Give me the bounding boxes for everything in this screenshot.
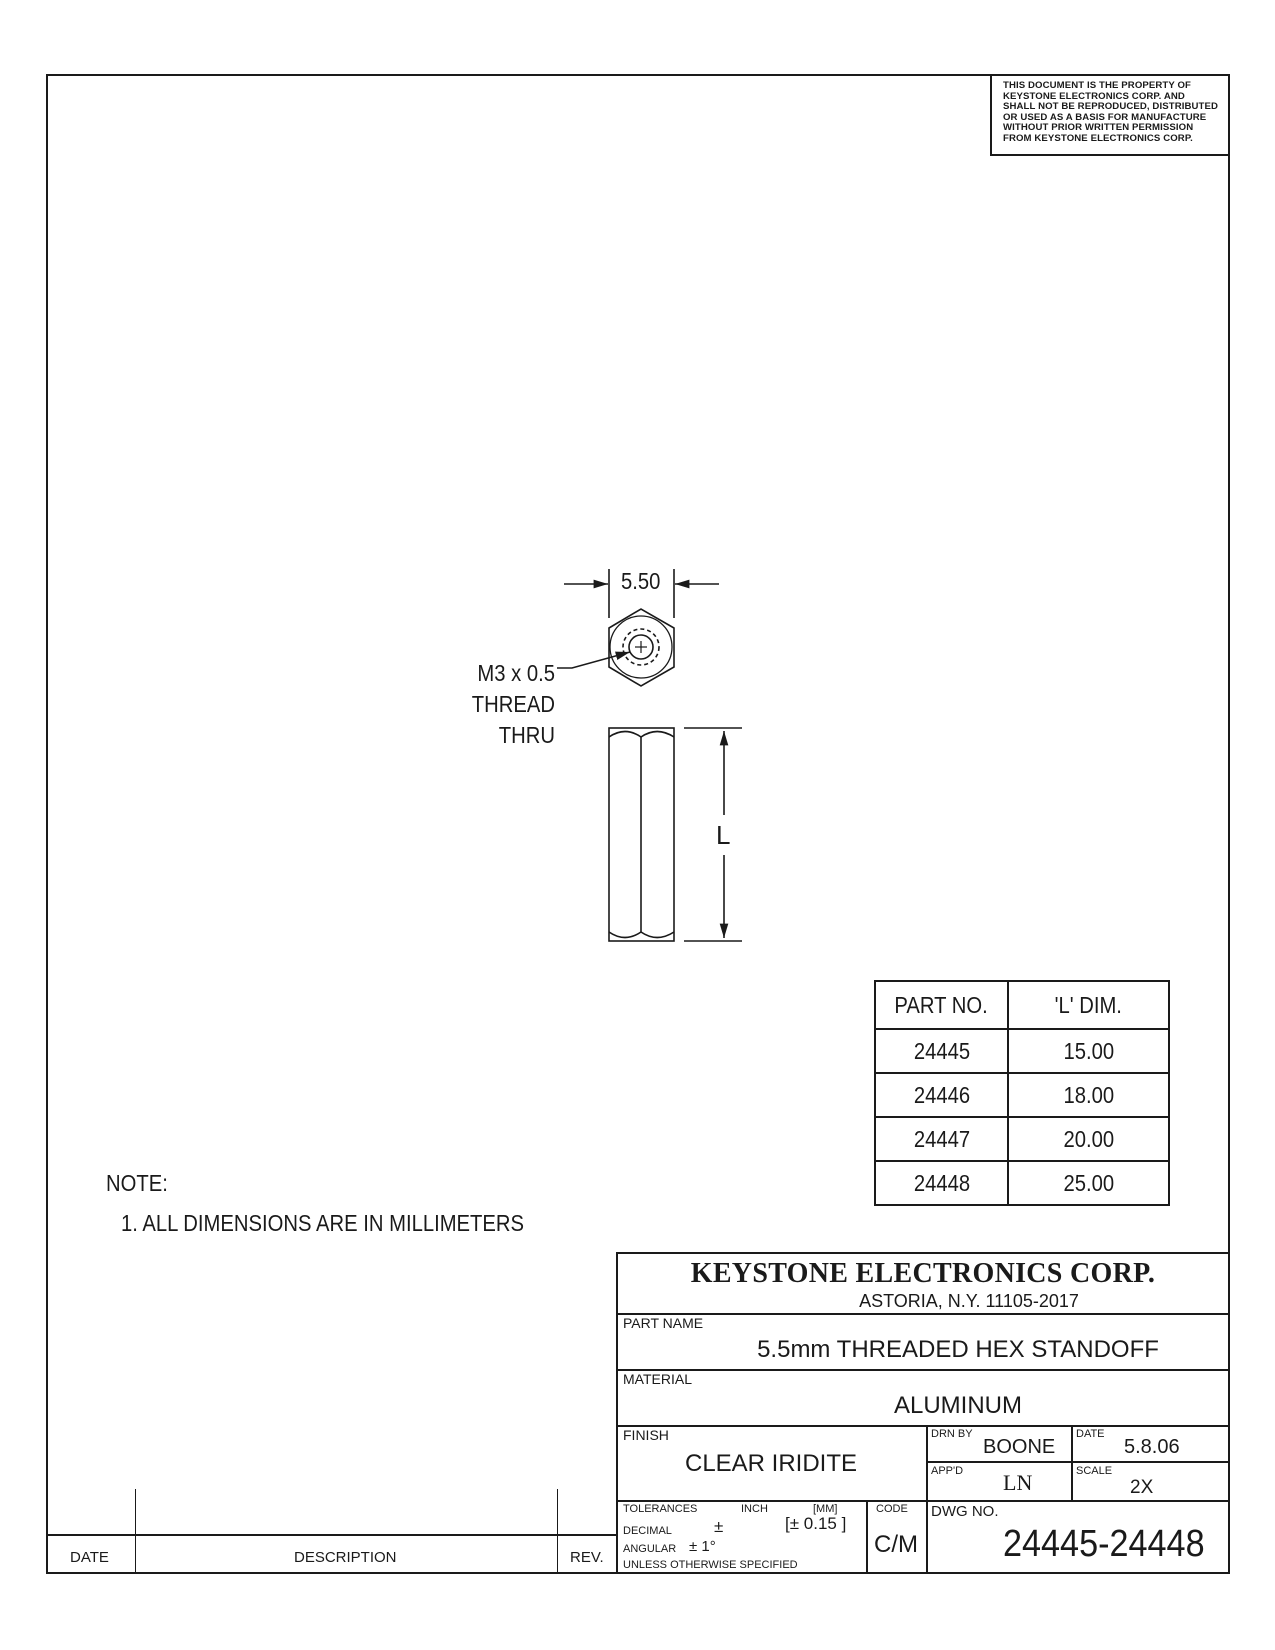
parts-table — [874, 980, 1170, 1206]
notice-line: WITHOUT PRIOR WRITTEN PERMISSION — [1003, 122, 1194, 134]
inch-label: INCH — [741, 1503, 768, 1515]
notice-line: KEYSTONE ELECTRONICS CORP. AND — [1003, 90, 1185, 102]
part-no-cell: 24448 — [875, 1161, 1008, 1205]
appd-value: LN — [1003, 1470, 1033, 1495]
finish-label: FINISH — [623, 1427, 669, 1443]
table-row — [875, 1029, 1169, 1073]
decimal-plus-minus: ± — [714, 1517, 724, 1536]
tb-line — [926, 1461, 1230, 1463]
note-item: 1. ALL DIMENSIONS ARE IN MILLIMETERS — [121, 1210, 525, 1236]
dwg-no-label: DWG NO. — [931, 1503, 999, 1520]
tolerances-label: TOLERANCES — [623, 1503, 698, 1515]
part-name: 5.5mm THREADED HEX STANDOFF — [757, 1336, 1159, 1363]
revision-description-label: DESCRIPTION — [294, 1549, 397, 1566]
thread-callout-line: THREAD — [471, 691, 555, 717]
table-row — [875, 1073, 1169, 1117]
header-l-dim: 'L' DIM. — [1008, 981, 1169, 1029]
decimal-label: DECIMAL — [623, 1525, 672, 1537]
revision-col-line — [557, 1489, 558, 1574]
scale-value: 2X — [1130, 1477, 1154, 1498]
material-value: ALUMINUM — [893, 1392, 1022, 1419]
tb-vline — [1071, 1425, 1073, 1500]
part-no-cell: 24446 — [875, 1073, 1008, 1117]
part-name-label: PART NAME — [623, 1315, 704, 1331]
company-address: ASTORIA, N.Y. 11105-2017 — [859, 1291, 1079, 1311]
notice-line: OR USED AS A BASIS FOR MANUFACTURE — [1003, 111, 1207, 123]
decimal-mm-value: [± 0.15 ] — [785, 1514, 847, 1533]
notice-line: FROM KEYSTONE ELECTRONICS CORP. — [1003, 132, 1193, 144]
table-row — [875, 1161, 1169, 1205]
angular-value: ± 1° — [689, 1538, 716, 1555]
angular-label: ANGULAR — [623, 1543, 677, 1555]
notice-line: SHALL NOT BE REPRODUCED, DISTRIBUTED — [1003, 101, 1219, 113]
side-view-top-chamfer — [609, 732, 674, 738]
date-label: DATE — [1076, 1428, 1105, 1440]
notice-line: THIS DOCUMENT IS THE PROPERTY OF — [1003, 80, 1191, 91]
revision-divider — [46, 1534, 618, 1536]
tb-line — [616, 1313, 1230, 1315]
width-dimension: 5.50 — [621, 568, 661, 594]
l-dim-cell: 15.00 — [1008, 1029, 1169, 1073]
thread-callout — [430, 658, 555, 751]
header-part-no: PART NO. — [875, 981, 1008, 1029]
tb-line — [616, 1500, 1230, 1502]
finish-value: CLEAR IRIDITE — [684, 1450, 858, 1477]
tb-vline — [926, 1425, 928, 1574]
unless-label: UNLESS OTHERWISE SPECIFIED — [623, 1559, 798, 1571]
drn-by-value: BOONE — [983, 1436, 1056, 1458]
material-label: MATERIAL — [623, 1371, 692, 1387]
appd-label: APP'D — [931, 1465, 964, 1477]
l-dim-cell: 25.00 — [1008, 1161, 1169, 1205]
dwg-no-value: 24445-24448 — [1003, 1523, 1205, 1565]
length-label: L — [716, 820, 731, 850]
tb-line — [616, 1425, 1230, 1427]
thread-callout-line: M3 x 0.5 — [477, 660, 555, 686]
revision-date-label: DATE — [70, 1549, 109, 1566]
date-value: 5.8.06 — [1124, 1436, 1180, 1458]
drn-by-label: DRN BY — [931, 1428, 973, 1440]
revision-rev-label: REV. — [570, 1549, 604, 1566]
mm-label: [MM] — [813, 1503, 838, 1515]
table-row — [875, 1117, 1169, 1161]
tb-line — [616, 1369, 1230, 1371]
scale-label: SCALE — [1076, 1465, 1113, 1477]
thread-leader — [557, 652, 630, 668]
code-value: C/M — [874, 1531, 918, 1558]
note-title: NOTE: — [106, 1170, 168, 1196]
table-header-row — [875, 981, 1169, 1029]
side-view-bottom-chamfer — [609, 932, 674, 938]
l-dim-cell: 20.00 — [1008, 1117, 1169, 1161]
thread-callout-line: THRU — [498, 722, 555, 748]
revision-col-line — [135, 1489, 136, 1574]
company-name: KEYSTONE ELECTRONICS CORP. — [690, 1258, 1156, 1289]
part-no-cell: 24447 — [875, 1117, 1008, 1161]
code-label: CODE — [876, 1503, 908, 1515]
l-dim-cell: 18.00 — [1008, 1073, 1169, 1117]
part-no-cell: 24445 — [875, 1029, 1008, 1073]
